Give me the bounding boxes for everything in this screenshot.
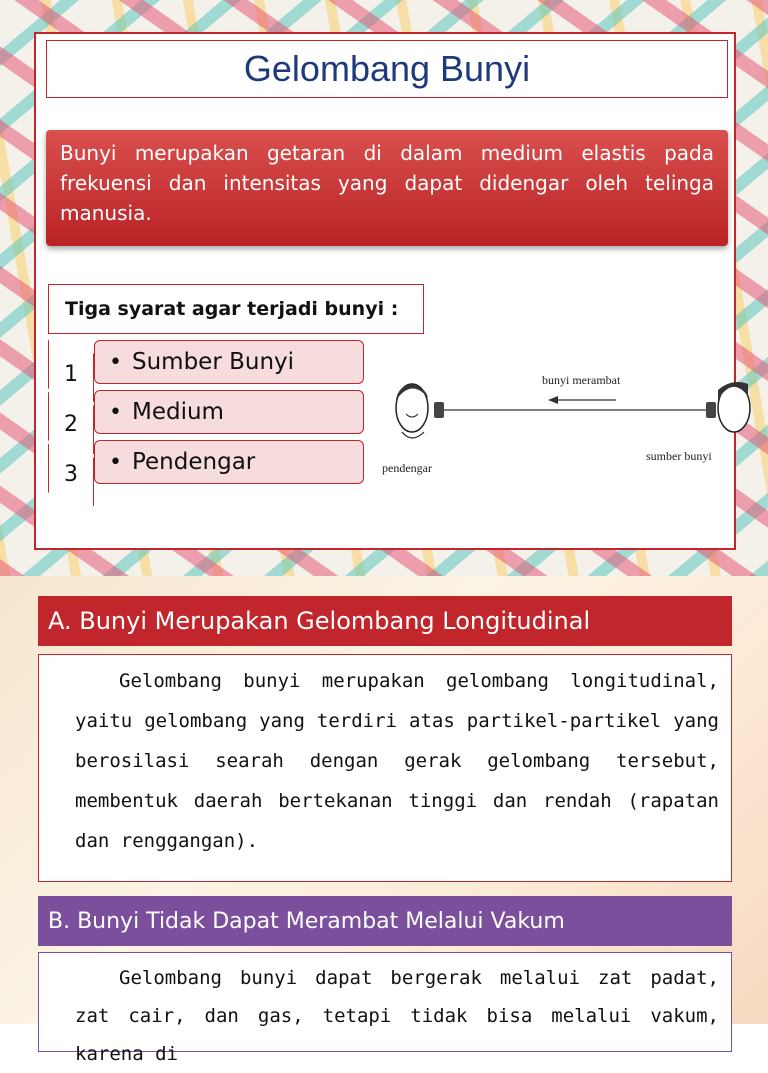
section-b-body-box (38, 952, 732, 1065)
slide-card (34, 32, 736, 550)
arrow-head-icon (548, 396, 558, 404)
page-title: Gelombang Bunyi (243, 48, 531, 89)
slide-sifat-bunyi (0, 576, 768, 1065)
cup-right-icon (706, 402, 716, 418)
conditions-heading-box (48, 284, 424, 334)
condition-number: 2 (64, 412, 78, 437)
source-label: sumber bunyi (646, 449, 712, 463)
condition-number: 3 (64, 462, 78, 487)
sound-propagation-diagram (376, 364, 736, 484)
section-a-body-box (38, 654, 732, 882)
condition-item-sumber-bunyi: • Sumber Bunyi (94, 340, 364, 384)
speaker-head-icon (718, 382, 750, 432)
condition-item-medium: • Medium (94, 390, 364, 434)
title-box (46, 40, 728, 98)
arrow-label: bunyi merambat (542, 373, 621, 387)
listener-head-icon (396, 384, 428, 438)
condition-item-pendengar: • Pendengar (94, 440, 364, 484)
definition-box: Bunyi merupakan getaran di dalam medium elastis pada frekuensi dan intensitas yang dapat didengar oleh telinga manusia. (46, 130, 728, 246)
conditions-heading: Tiga syarat agar terjadi bunyi : (65, 298, 399, 320)
section-b-body: Gelombang bunyi dapat bergerak melalui zat padat, zat cair, dan gas, tetapi tidak bisa melalui vakum, karena di (75, 967, 719, 1065)
listener-label: pendengar (382, 461, 432, 475)
condition-number: 1 (64, 362, 78, 387)
section-a-heading: A. Bunyi Merupakan Gelombang Longitudinal (38, 596, 732, 646)
condition-numbers (48, 340, 94, 508)
cup-left-icon (434, 402, 444, 418)
section-b-heading: B. Bunyi Tidak Dapat Merambat Melalui Vakum (38, 896, 732, 946)
section-a-body: Gelombang bunyi merupakan gelombang longitudinal, yaitu gelombang yang terdiri atas partikel-partikel yang berosilasi searah dengan gerak gelombang tersebut, membentuk daerah bertekanan tinggi dan rendah (rapatan dan renggangan). (75, 670, 719, 852)
